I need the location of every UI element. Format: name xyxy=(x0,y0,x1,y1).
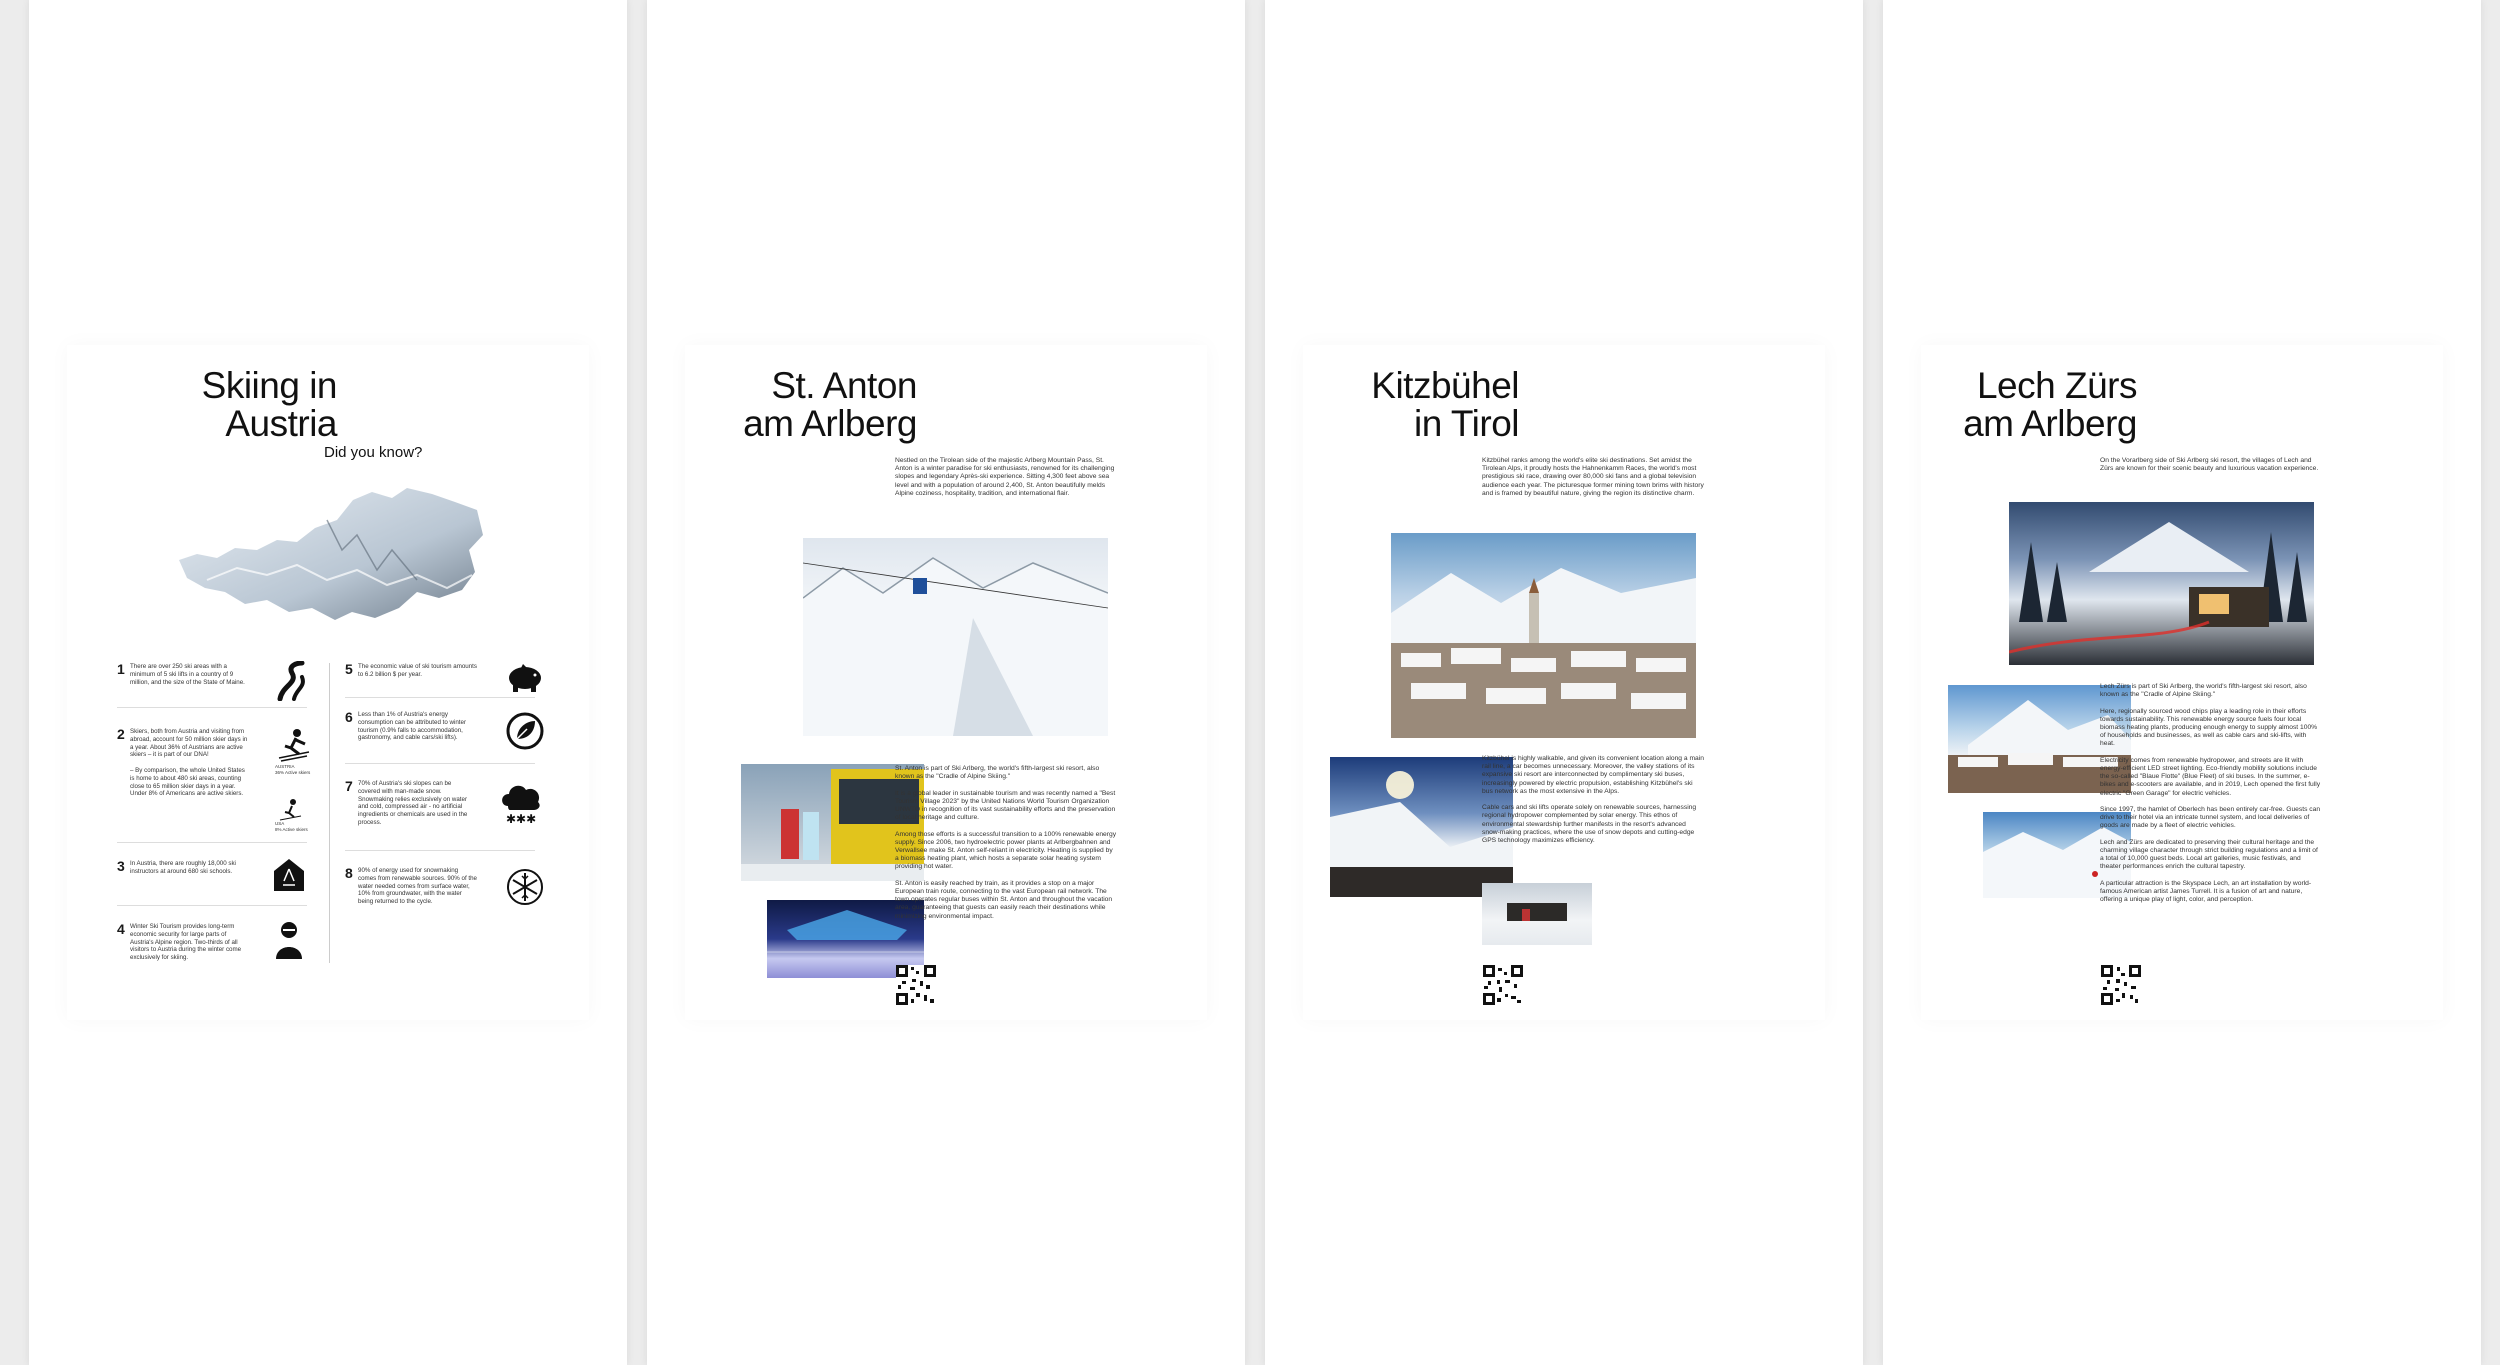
panel-lech-zuers[interactable] xyxy=(1883,0,2481,1365)
page-title: Skiing in Austria xyxy=(201,365,337,444)
fact-text: 90% of energy used for snowmaking comes from renewable sources. 90% of the water needed comes from surface water, 10% from groundwater, with the water being returned to the cycle. xyxy=(358,867,477,906)
qr-code[interactable] xyxy=(1483,965,1523,1005)
fact-number: 5 xyxy=(345,661,353,677)
fact-text: There are over 250 ski areas with a minimum of 5 ski lifts in a country of 9 million, and the size of the State of Maine. xyxy=(130,663,245,686)
snow-cloud-icon xyxy=(500,780,544,826)
fact-number: 8 xyxy=(345,865,353,881)
poster xyxy=(1303,345,1825,1020)
intro-text: Nestled on the Tirolean side of the majestic Arlberg Mountain Pass, St. Anton is a winter paradise for ski enthusiasts, renowned for its challenging slopes and legendary Après-ski experience. Sitting 4,300 feet above sea level and with a population of around 2,400, St. Anton beautifully melds Alpine coziness, hospitality, tradition, and international flair. xyxy=(895,457,1115,497)
fact-text: The economic value of ski tourism amounts to 6.2 billion $ per year. xyxy=(358,663,477,678)
svg-text:✱✱✱: ✱✱✱ xyxy=(506,812,537,826)
mountain-gondola-photo xyxy=(803,538,1108,736)
kitzbuehel-town-photo xyxy=(1391,533,1696,738)
qr-code[interactable] xyxy=(896,965,936,1005)
ski-school-icon xyxy=(272,857,306,893)
body-text: Lech Zürs is part of Ski Arlberg, the world's fifth-largest ski resort, also known as the "Cradle of Alpine Skiing." Here, regionally sourced wood chips play a leading role in their efforts towards sustainability. This renewable energy source fuels four local biomass heating plants, producing enough energy to supply almost 100% of households and businesses, as well as cable cars and ski-lifts, with heat. Electricity comes from renewable hydropower, and streets are lit with energy-efficient LED street lighting. Eco-friendly mobility solutions include the so-called "Blaue Flotte" (Blue Fleet) of ski buses. In the summer, e-bikes and e-scooters are available, and in 2019, Lech opened the first fully electric "Green Garage" for electric vehicles. Since 1997, the hamlet of Oberlech has been entirely car-free. Guests can drive to their hotel via an intricate tunnel system, and local deliveries of goods are made by a fleet of electric vehicles. Lech and Zürs are dedicated to preserving their cultural heritage and the charming village character through strict building regulations and a limit of a total of 10,000 guest beds. Local art galleries, music festivals, and theater performances enrich the cultural tapestry. A particular attraction is the Skyspace Lech, an art installation by world-famous American artist James Turrell. It is a fusion of art and nature, offering a unique play of light, color, and perception. xyxy=(2100,683,2321,904)
fact-number: 3 xyxy=(117,858,125,874)
fact-text: Skiers, both from Austria and visiting from abroad, account for 50 million skier days in a year. About 36% of Austrians are active skiers – it is part of our DNA! – By comparison, the whole United States is home to about 480 ski areas, counting close to 65 million skier days in a year. Under 8% of Americans are active skiers. xyxy=(130,728,248,798)
fact-text: 70% of Austria's ski slopes can be covered with man-made snow. Snowmaking relies exclusively on water and cold, compressed air - no artificial ingredients or chemicals are used in the process. xyxy=(358,780,468,826)
fact-number: 7 xyxy=(345,778,353,794)
panel-skiing-in-austria[interactable] xyxy=(29,0,627,1365)
austria-label: AUSTRIA 36% Active skiers xyxy=(275,764,311,775)
ski-slope-icon xyxy=(272,661,308,701)
poster xyxy=(1921,345,2443,1020)
austria-map-image xyxy=(177,480,487,625)
body-text: St. Anton is part of Ski Arlberg, the world's fifth-largest ski resort, also known as the "Cradle of Alpine Skiing." It is a global leader in sustainable tourism and was recently named a "Best Tourism Village 2023" by the United Nations World Tourism Organization UNWTO in recognition of its vast sustainability efforts and the preservation of local heritage and culture. Among those efforts is a successful transition to a 100% renewable energy supply. Since 2006, two hydroelectric power plants at Arlbergbahnen and Verwallsee make St. Anton self-reliant in electricity. Heating is supplied by a biomass heating plant, which hosts a separate solar heating system providing hot water. St. Anton is easily reached by train, as it provides a stop on a major European train route, connecting to the vast European rail network. The town operates regular buses within St. Anton and throughout the vacation area, guaranteeing that guests can easily reach their destinations while minimizing environmental impact. xyxy=(895,765,1117,920)
station-building-photo xyxy=(1482,883,1592,945)
divider xyxy=(345,697,535,698)
qr-code[interactable] xyxy=(2101,965,2141,1005)
divider xyxy=(117,842,307,843)
fact-text: Winter Ski Tourism provides long-term economic security for large parts of Austria's Alpine region. Two-thirds of all visitors to Austria during the winter come exclusively for skiing. xyxy=(130,923,242,962)
fact-text: Less than 1% of Austria's energy consumption can be attributed to winter tourism (0.9% falls to accommodation, gastronomy, and cable cars/ski lifts). xyxy=(358,711,467,742)
energy-leaf-icon xyxy=(505,711,545,751)
column-divider xyxy=(329,663,330,963)
fact-number: 4 xyxy=(117,921,125,937)
page-title: St. Anton am Arlberg xyxy=(743,365,917,444)
intro-text: Kitzbühel ranks among the world's elite ski destinations. Set amidst the Tirolean Alps, it proudly hosts the Hahnenkamm Races, the world's most prestigious ski race, drawing over 80,000 ski fans and a global television audience each year. The picturesque former mining town brims with history and is framed by beautiful nature, giving the region its distinctive charm. xyxy=(1482,457,1704,497)
usa-label: USA 8% Active skiers xyxy=(275,821,308,832)
poster xyxy=(67,345,589,1020)
skyspace-night-photo xyxy=(2009,502,2314,665)
divider xyxy=(117,905,307,906)
intro-text: On the Vorarlberg side of Ski Arlberg ski resort, the villages of Lech and Zürs are known for their scenic beauty and luxurious vacation experience. xyxy=(2100,457,2319,473)
fact-text: In Austria, there are roughly 18,000 ski instructors at around 680 ski schools. xyxy=(130,860,236,875)
panel-st-anton[interactable] xyxy=(647,0,1245,1365)
divider xyxy=(117,707,307,708)
fact-number: 1 xyxy=(117,661,125,677)
skier-person-icon xyxy=(272,921,306,961)
poster xyxy=(685,345,1207,1020)
page-title: Lech Zürs am Arlberg xyxy=(1963,365,2137,444)
divider xyxy=(345,850,535,851)
page-subtitle: Did you know? xyxy=(324,444,423,461)
piggy-bank-icon xyxy=(505,663,545,693)
skier-icon xyxy=(277,728,311,762)
panel-kitzbuehel[interactable] xyxy=(1265,0,1863,1365)
fact-number: 6 xyxy=(345,709,353,725)
divider xyxy=(345,763,535,764)
body-text: Kitzbühel is highly walkable, and given its convenient location along a main rail line, a car becomes unnecessary. Moreover, the valley stations of its expansive ski resort are interconnected by complimentary ski buses, increasingly powered by electric propulsion, establishing Kitzbühel's ski bus network as the most extensive in the Alps. Cable cars and ski lifts operate solely on renewable sources, harnessing regional hydropower complemented by solar energy. This ethos of environmental stewardship further manifests in the resort's advanced snow-making practices, where the use of snow depots and cutting-edge GPS technology maximizes efficiency. xyxy=(1482,755,1704,845)
fact-number: 2 xyxy=(117,726,125,742)
page-title: Kitzbühel in Tirol xyxy=(1371,365,1519,444)
skier-small-icon xyxy=(279,798,303,822)
snowflake-icon xyxy=(505,867,545,907)
